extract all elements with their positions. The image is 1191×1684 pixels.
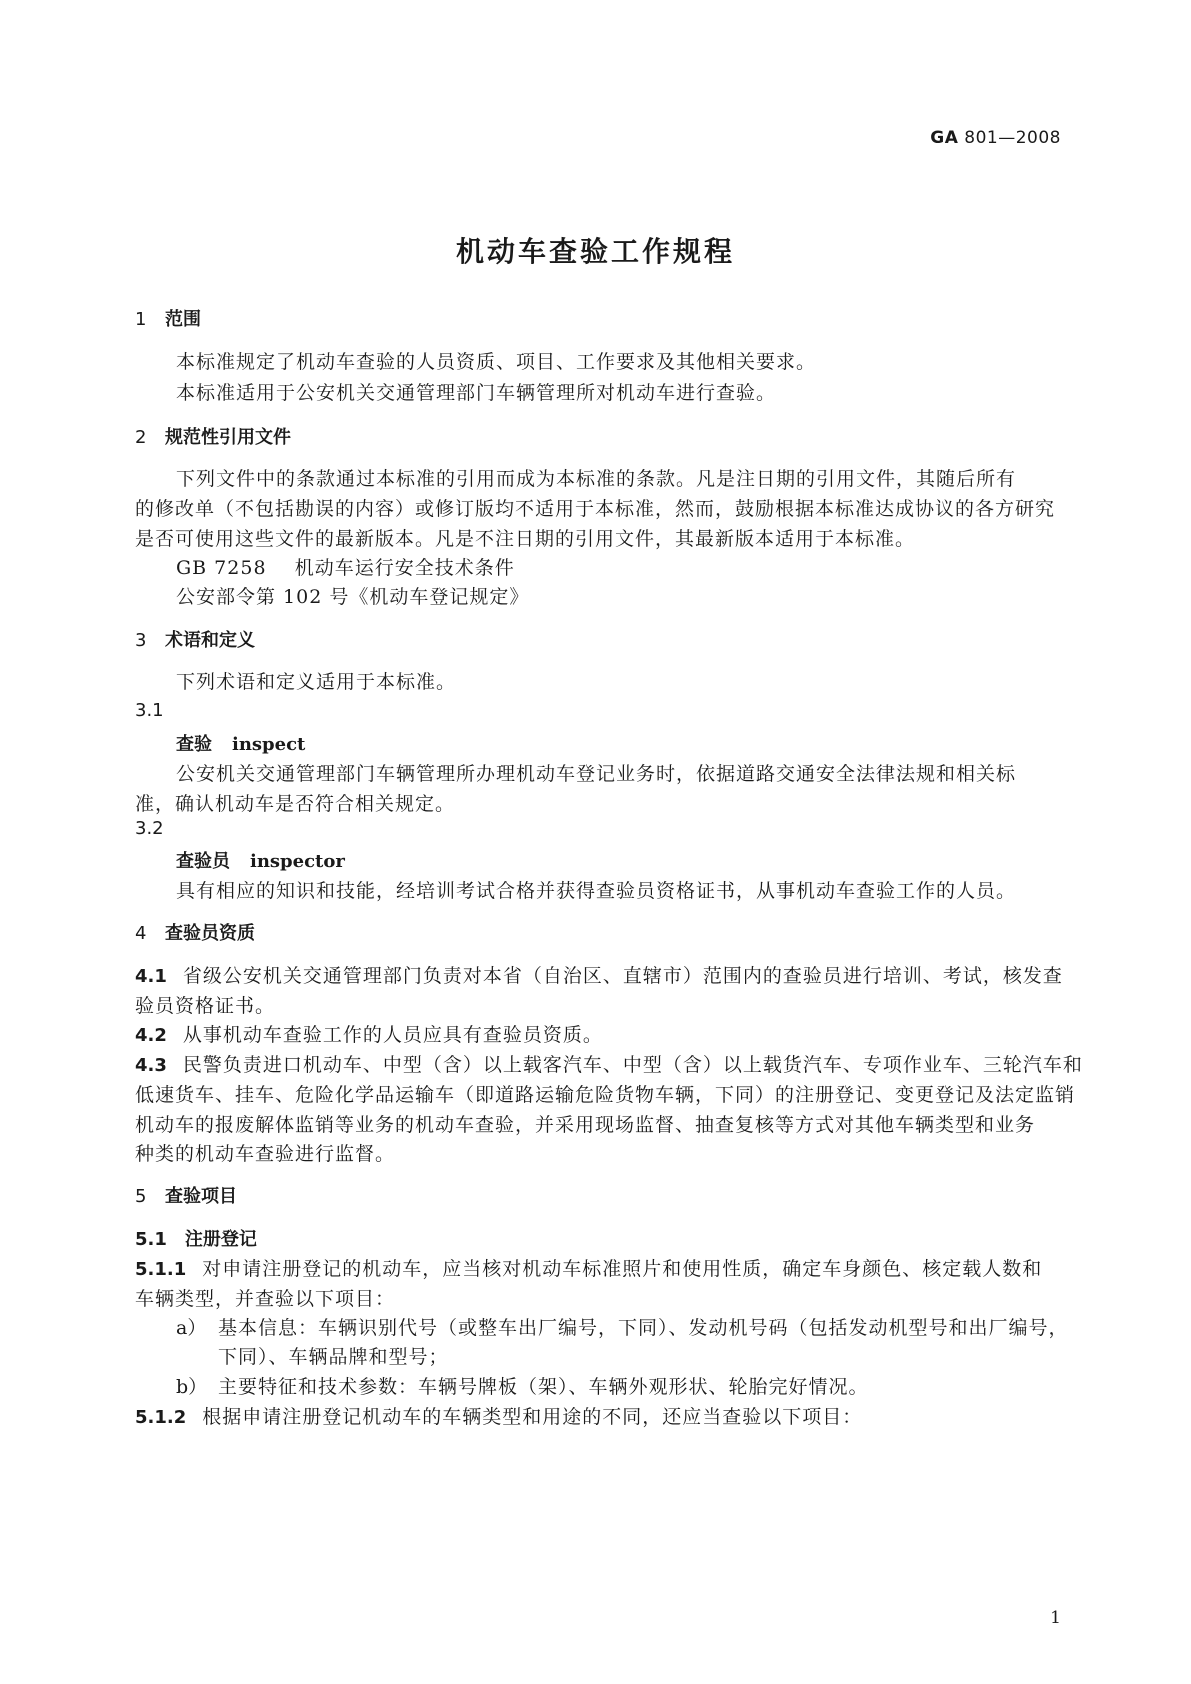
reference-gb7258: GB 7258 机动车运行安全技术条件 <box>176 557 515 579</box>
term-3-2: 查验员 inspector <box>176 851 345 872</box>
section-2-para-line-1: 下列文件中的条款通过本标准的引用而成为本标准的条款。凡是注日期的引用文件，其随后所有 <box>176 468 1017 490</box>
section-2-para-line-2: 的修改单（不包括勘误的内容）或修订版均不适用于本标准，然而，鼓励根据本标准达成协议的各方研究 <box>135 498 1056 520</box>
section-4-heading: 4 查验员资质 <box>135 923 255 944</box>
section-2-heading: 2 规范性引用文件 <box>135 427 291 448</box>
item-b-label: b） <box>176 1376 208 1398</box>
term-3-2-number: 3.2 <box>135 818 164 839</box>
item-a-label: a） <box>176 1317 207 1339</box>
page-number: 1 <box>1050 1608 1061 1628</box>
section-2-para-line-3: 是否可使用这些文件的最新版本。凡是不注日期的引用文件，其最新版本适用于本标准。 <box>135 528 916 550</box>
section-3-heading: 3 术语和定义 <box>135 630 255 651</box>
clause-5-1-1: 5.1.1 对申请注册登记的机动车，应当核对机动车标准照片和使用性质，确定车身颜色、核定载人数和 <box>135 1258 1043 1280</box>
clause-5-1-2: 5.1.2 根据申请注册登记机动车的车辆类型和用途的不同，还应当查验以下项目： <box>135 1406 863 1428</box>
clause-4-3-line-3: 机动车的报废解体监销等业务的机动车查验，并采用现场监督、抽查复核等方式对其他车辆类型和业务 <box>135 1114 1036 1136</box>
clause-4-3-line-4: 种类的机动车查验进行监督。 <box>135 1143 396 1165</box>
term-3-1-number: 3.1 <box>135 700 164 721</box>
clause-4-3-line-2: 低速货车、挂车、危险化学品运输车（即道路运输危险货物车辆，下同）的注册登记、变更登记及法定监销 <box>135 1084 1076 1106</box>
term-3-2-definition: 具有相应的知识和技能，经培训考试合格并获得查验员资格证书，从事机动车查验工作的人员。 <box>176 880 1017 902</box>
section-3-intro: 下列术语和定义适用于本标准。 <box>176 671 457 693</box>
item-a-line-1: 基本信息：车辆识别代号（或整车出厂编号，下同）、发动机号码（包括发动机型号和出厂编号， <box>218 1317 1069 1339</box>
clause-4-2: 4.2 从事机动车查验工作的人员应具有查验员资质。 <box>135 1024 603 1046</box>
term-3-1-definition-line-1: 公安机关交通管理部门车辆管理所办理机动车登记业务时，依据道路交通安全法律法规和相关标 <box>176 763 1017 785</box>
clause-5-1-1-line-2: 车辆类型，并查验以下项目： <box>135 1288 396 1310</box>
section-1-heading: 1 范围 <box>135 309 201 330</box>
clause-4-1: 4.1 省级公安机关交通管理部门负责对本省（自治区、直辖市）范围内的查验员进行培训、考试，核发查 <box>135 965 1063 987</box>
clause-4-1-line-2: 验员资格证书。 <box>135 995 276 1017</box>
page-title: 机动车查验工作规程 <box>455 235 735 268</box>
subsection-5-1-heading: 5.1 注册登记 <box>135 1229 257 1250</box>
standard-number: GA 801—2008 <box>930 128 1061 148</box>
section-5-heading: 5 查验项目 <box>135 1186 237 1207</box>
reference-order-102: 公安部令第 102 号《机动车登记规定》 <box>176 586 530 608</box>
term-3-1-definition-line-2: 准，确认机动车是否符合相关规定。 <box>135 793 456 815</box>
section-1-para-1: 本标准规定了机动车查验的人员资质、项目、工作要求及其他相关要求。 <box>176 351 817 373</box>
item-a-line-2: 下同）、车辆品牌和型号； <box>218 1346 449 1368</box>
term-3-1: 查验 inspect <box>176 734 306 755</box>
clause-4-3: 4.3 民警负责进口机动车、中型（含）以上载客汽车、中型（含）以上载货汽车、专项作业车、三轮汽车和 <box>135 1054 1083 1076</box>
section-1-para-2: 本标准适用于公安机关交通管理部门车辆管理所对机动车进行查验。 <box>176 382 777 404</box>
item-b-line-1: 主要特征和技术参数：车辆号牌板（架）、车辆外观形状、轮胎完好情况。 <box>218 1376 869 1398</box>
